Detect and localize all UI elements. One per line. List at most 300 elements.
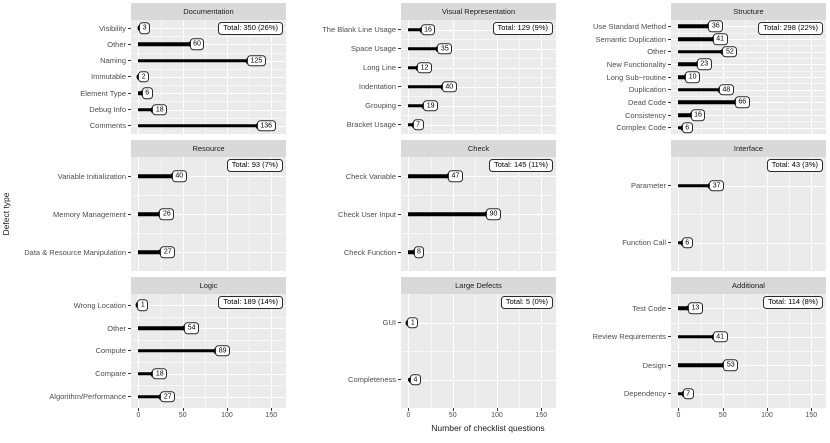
bar-row <box>401 233 556 271</box>
y-axis-title: Defect type <box>1 192 11 236</box>
x-tick-label: 50 <box>718 411 727 419</box>
facet-strip-title: Interface <box>733 144 764 153</box>
category-labels <box>288 20 401 134</box>
value-badge: 54 <box>184 322 199 334</box>
value-badge: 26 <box>159 208 174 220</box>
bar-line <box>138 174 173 178</box>
category-label: Element Type <box>80 88 126 98</box>
gridline-minor-horizontal <box>131 385 286 386</box>
facet-check <box>288 140 556 271</box>
facet-strip <box>671 277 826 294</box>
category-label-row <box>558 294 671 323</box>
facet-total-badge: Total: 5 (0%) <box>501 296 553 309</box>
value-badge: 35 <box>437 43 452 55</box>
category-labels <box>288 294 401 408</box>
x-tick-mark <box>678 408 679 411</box>
bar-row <box>401 77 556 96</box>
facet-strip-title: Logic <box>199 281 218 290</box>
category-label-row <box>558 109 671 122</box>
facet-panel <box>401 294 556 408</box>
bar-row <box>671 109 826 122</box>
bar-row <box>401 39 556 58</box>
facet-total-badge: Total: 350 (26%) <box>218 22 283 35</box>
category-label: Visibility <box>99 23 126 33</box>
value-badge: 18 <box>152 104 167 116</box>
x-tick-label: 50 <box>178 411 187 419</box>
category-label: Complex Code <box>616 123 666 133</box>
value-badge: 18 <box>152 368 167 380</box>
category-labels <box>18 294 131 408</box>
facet-strip <box>401 277 556 294</box>
bar-row <box>401 58 556 77</box>
value-badge: 16 <box>691 109 706 121</box>
bar-line <box>678 101 736 105</box>
facet-strip <box>671 3 826 20</box>
facet-additional <box>558 277 826 421</box>
value-badge: 10 <box>685 71 700 83</box>
category-label-row <box>18 101 131 117</box>
facet-strip-title: Documentation <box>183 7 234 16</box>
facet-strip <box>401 140 556 157</box>
x-tick-label: 100 <box>761 411 773 419</box>
category-label: Function Call <box>622 238 666 247</box>
category-label-row <box>288 195 401 233</box>
category-label: Dead Code <box>628 97 666 107</box>
value-badge: 6 <box>142 88 153 100</box>
facet-grid <box>18 3 826 421</box>
value-badge: 1 <box>137 300 148 312</box>
bar-row <box>671 380 826 409</box>
category-label: Duplication <box>628 85 666 95</box>
category-label: Use Standard Method <box>593 21 666 31</box>
category-label: Bracket Usage <box>346 120 396 129</box>
gridline-major-horizontal <box>401 380 556 381</box>
category-label: The Blank Line Usage <box>322 25 396 34</box>
category-label: Design <box>642 360 666 370</box>
category-label-row <box>558 351 671 380</box>
category-labels <box>558 157 671 271</box>
category-labels <box>18 157 131 271</box>
value-badge: 8 <box>414 246 425 258</box>
gridline-minor-horizontal <box>131 118 286 119</box>
bar-row <box>131 340 286 363</box>
facet-visual-representation <box>288 3 556 134</box>
category-label-row <box>558 20 671 33</box>
category-label-row <box>558 214 671 271</box>
category-label-row <box>18 20 131 36</box>
category-label: Consistency <box>625 110 666 120</box>
facet-large-defects <box>288 277 556 421</box>
category-label: GUI <box>382 318 396 327</box>
category-label-row <box>558 157 671 214</box>
category-label: Review Requirements <box>592 332 666 342</box>
category-label: Other <box>647 47 666 57</box>
category-labels <box>288 157 401 271</box>
bar-line <box>408 174 450 178</box>
bar-row <box>401 115 556 134</box>
bar-rows <box>131 294 286 408</box>
value-badge: 60 <box>190 39 205 51</box>
bar-line <box>138 124 258 128</box>
bar-row <box>131 101 286 117</box>
category-label: Grouping <box>365 101 396 110</box>
category-label-row <box>288 58 401 77</box>
value-badge: 12 <box>417 62 432 74</box>
bar-line <box>138 326 186 330</box>
facet-strip <box>401 3 556 20</box>
category-labels <box>18 20 131 134</box>
facet-logic <box>18 277 286 421</box>
category-label-row <box>288 20 401 39</box>
value-badge: 89 <box>215 345 230 357</box>
category-label-row <box>288 115 401 134</box>
category-label: Data & Resource Manipulation <box>24 247 126 257</box>
value-badge: 66 <box>735 97 750 109</box>
value-badge: 2 <box>138 71 149 83</box>
value-badge: 7 <box>413 119 424 131</box>
category-label-row <box>288 233 401 271</box>
gridline-minor-horizontal <box>401 58 556 59</box>
facet-resource <box>18 140 286 271</box>
category-label-row <box>288 77 401 96</box>
category-label-row <box>18 340 131 363</box>
x-axis <box>401 408 556 421</box>
category-label: Wrong Location <box>73 300 126 310</box>
category-label-row <box>288 39 401 58</box>
gridline-minor-horizontal <box>401 233 556 234</box>
category-label-row <box>288 294 401 351</box>
category-label: Dependency <box>623 389 666 399</box>
bar-rows <box>131 157 286 271</box>
bar-line <box>138 43 191 47</box>
bar-rows <box>671 294 826 408</box>
category-label: Variable Initialization <box>57 171 126 181</box>
bar-row <box>671 58 826 71</box>
category-label-row <box>558 71 671 84</box>
category-label-row <box>288 157 401 195</box>
gridline-minor-horizontal <box>131 36 286 37</box>
category-label-row <box>18 157 131 195</box>
gridline-minor-horizontal <box>401 195 556 196</box>
gridline-major-horizontal <box>131 77 286 78</box>
x-tick-label: 0 <box>136 411 141 419</box>
facet-strip-title: Resource <box>192 144 225 153</box>
x-tick-label: 150 <box>265 411 278 419</box>
value-badge: 41 <box>713 33 728 45</box>
category-label-row <box>18 85 131 101</box>
gridline-minor-horizontal <box>131 317 286 318</box>
facet-panel <box>401 157 556 271</box>
bar-row <box>671 96 826 109</box>
category-label: Test Code <box>632 303 666 313</box>
bar-row <box>131 36 286 52</box>
value-badge: 52 <box>722 46 737 58</box>
value-badge: 47 <box>448 170 463 182</box>
gridline-minor-horizontal <box>131 362 286 363</box>
category-label-row <box>18 118 131 134</box>
bar-rows <box>671 20 826 134</box>
category-label: Algorithm/Performance <box>49 392 126 402</box>
value-badge: 40 <box>442 81 457 93</box>
bar-line <box>678 184 711 188</box>
bar-line <box>138 349 217 353</box>
value-badge: 48 <box>719 84 734 96</box>
category-label: Debug Info <box>89 105 126 115</box>
value-badge: 37 <box>709 180 724 192</box>
value-badge: 53 <box>723 360 738 372</box>
category-label-row <box>18 195 131 233</box>
facet-total-badge: Total: 189 (14%) <box>218 296 283 309</box>
category-label: Comments <box>89 121 126 131</box>
bar-row <box>671 323 826 352</box>
bar-row <box>131 53 286 69</box>
category-label-row <box>18 385 131 408</box>
bar-line <box>678 335 714 339</box>
gridline-minor-horizontal <box>671 351 826 352</box>
facet-strip-title: Structure <box>733 7 764 16</box>
bar-row <box>131 233 286 271</box>
category-label: Compare <box>95 369 126 379</box>
value-badge: 125 <box>247 55 266 67</box>
gridline-minor-horizontal <box>671 380 826 381</box>
value-badge: 6 <box>682 122 693 134</box>
x-tick-mark <box>541 408 542 411</box>
bar-rows <box>401 20 556 134</box>
bar-row <box>401 195 556 233</box>
gridline-minor-horizontal <box>401 96 556 97</box>
bar-line <box>408 212 488 216</box>
x-tick-mark <box>227 408 228 411</box>
category-label: Semantic Duplication <box>595 34 666 44</box>
category-label-row <box>18 294 131 317</box>
gridline-minor-horizontal <box>131 85 286 86</box>
x-tick-label: 150 <box>535 411 548 419</box>
x-tick-label: 100 <box>491 411 503 419</box>
x-tick-mark <box>723 408 724 411</box>
bar-row <box>131 85 286 101</box>
value-badge: 36 <box>708 21 723 33</box>
category-label-row <box>558 58 671 71</box>
gridline-minor-horizontal <box>671 45 826 46</box>
category-label: Indentation <box>358 82 396 91</box>
bar-rows <box>401 157 556 271</box>
x-tick-label: 0 <box>676 411 681 419</box>
bar-row <box>671 121 826 134</box>
gridline-minor-horizontal <box>401 39 556 40</box>
facet-total-badge: Total: 93 (7%) <box>227 159 283 172</box>
facet-structure <box>558 3 826 134</box>
facet-total-badge: Total: 145 (11%) <box>489 159 553 172</box>
x-axis <box>671 408 826 421</box>
value-badge: 19 <box>423 100 438 112</box>
bar-rows <box>131 20 286 134</box>
bar-row <box>401 351 556 408</box>
category-label: New Functionality <box>606 59 666 69</box>
bar-row <box>671 33 826 46</box>
gridline-minor-horizontal <box>671 83 826 84</box>
category-label-row <box>558 83 671 96</box>
category-label: Other <box>107 39 126 49</box>
value-badge: 41 <box>713 331 728 343</box>
facet-total-badge: Total: 43 (3%) <box>767 159 823 172</box>
bar-line <box>678 25 710 29</box>
gridline-minor-horizontal <box>671 58 826 59</box>
category-label-row <box>18 53 131 69</box>
gridline-minor-horizontal <box>131 340 286 341</box>
facet-panel <box>131 157 286 271</box>
gridline-major-horizontal <box>401 323 556 324</box>
value-badge: 7 <box>683 388 694 400</box>
x-tick-mark <box>767 408 768 411</box>
category-label-row <box>18 69 131 85</box>
category-label-row <box>558 33 671 46</box>
category-label-row <box>18 36 131 52</box>
category-label: Long Line <box>363 63 396 72</box>
category-label: Check Variable <box>345 171 396 181</box>
value-badge: 1 <box>407 317 418 329</box>
category-label: Memory Management <box>53 209 126 219</box>
facet-total-badge: Total: 114 (8%) <box>763 296 823 309</box>
category-label: Compute <box>95 346 126 356</box>
category-label: Check User Input <box>338 209 396 219</box>
facet-strip-title: Check <box>467 144 490 153</box>
value-badge: 4 <box>410 374 421 386</box>
x-tick-label: 0 <box>406 411 411 419</box>
bar-line <box>408 85 443 89</box>
x-tick-mark <box>497 408 498 411</box>
gridline-minor-horizontal <box>131 69 286 70</box>
x-tick-mark <box>271 408 272 411</box>
facet-strip-title: Large Defects <box>455 281 502 290</box>
value-badge: 3 <box>139 22 150 34</box>
category-label-row <box>18 233 131 271</box>
facet-panel <box>671 294 826 408</box>
bar-rows <box>671 157 826 271</box>
bar-line <box>678 364 725 368</box>
facet-strip <box>131 277 286 294</box>
bar-row <box>671 214 826 271</box>
facet-documentation <box>18 3 286 134</box>
bar-row <box>131 317 286 340</box>
category-label-row <box>288 96 401 115</box>
gridline-major-horizontal <box>671 243 826 244</box>
facet-panel <box>131 294 286 408</box>
bar-row <box>131 362 286 385</box>
facet-strip <box>131 140 286 157</box>
bar-line <box>138 59 249 63</box>
bar-rows <box>401 294 556 408</box>
bar-row <box>671 83 826 96</box>
facet-total-badge: Total: 298 (22%) <box>758 22 823 35</box>
category-label: Naming <box>100 56 126 66</box>
category-label-row <box>558 323 671 352</box>
bar-row <box>131 69 286 85</box>
category-labels <box>558 294 671 408</box>
bar-line <box>678 50 724 54</box>
category-label-row <box>18 362 131 385</box>
gridline-minor-horizontal <box>131 233 286 234</box>
bar-line <box>678 88 721 92</box>
category-label-row <box>558 45 671 58</box>
x-tick-label: 50 <box>448 411 457 419</box>
value-badge: 16 <box>421 24 436 36</box>
category-label-row <box>558 121 671 134</box>
x-tick-mark <box>138 408 139 411</box>
x-axis <box>131 408 286 421</box>
value-badge: 90 <box>486 208 501 220</box>
gridline-major-horizontal <box>671 128 826 129</box>
facet-strip-title: Visual Representation <box>441 7 516 16</box>
x-tick-mark <box>453 408 454 411</box>
category-label: Long Sub−routine <box>606 72 666 82</box>
bar-row <box>131 118 286 134</box>
gridline-minor-horizontal <box>131 195 286 196</box>
facet-panel <box>401 20 556 134</box>
gridline-minor-horizontal <box>671 214 826 215</box>
bar-row <box>671 71 826 84</box>
category-label-row <box>558 380 671 409</box>
value-badge: 13 <box>688 303 703 315</box>
x-tick-label: 100 <box>221 411 233 419</box>
facet-panel <box>131 20 286 134</box>
gridline-minor-horizontal <box>671 121 826 122</box>
gridline-minor-horizontal <box>131 53 286 54</box>
value-badge: 40 <box>172 170 187 182</box>
x-tick-label: 150 <box>805 411 818 419</box>
category-label: Space Usage <box>350 44 396 53</box>
category-label: Immutable <box>90 72 126 82</box>
category-label: Completeness <box>348 375 396 384</box>
gridline-minor-horizontal <box>401 115 556 116</box>
bar-row <box>671 45 826 58</box>
bar-line <box>408 47 439 51</box>
x-tick-mark <box>183 408 184 411</box>
gridline-minor-horizontal <box>131 101 286 102</box>
category-label: Parameter <box>630 181 666 190</box>
gridline-minor-horizontal <box>401 77 556 78</box>
category-label: Check Function <box>343 247 396 257</box>
bar-row <box>401 96 556 115</box>
value-badge: 23 <box>697 59 712 71</box>
bar-row <box>131 385 286 408</box>
x-tick-mark <box>408 408 409 411</box>
gridline-major-horizontal <box>671 394 826 395</box>
gridline-minor-horizontal <box>401 351 556 352</box>
category-label-row <box>288 351 401 408</box>
bar-line <box>678 37 714 41</box>
value-badge: 136 <box>257 120 276 132</box>
facet-total-badge: Total: 129 (9%) <box>493 22 553 35</box>
category-label-row <box>18 317 131 340</box>
gridline-major-horizontal <box>401 125 556 126</box>
value-badge: 6 <box>682 237 693 249</box>
category-labels <box>558 20 671 134</box>
value-badge: 27 <box>160 246 175 258</box>
facet-panel <box>671 20 826 134</box>
x-axis-title: Number of checklist questions <box>431 423 545 433</box>
value-badge: 27 <box>160 391 175 403</box>
bar-row <box>671 351 826 380</box>
facet-strip <box>131 3 286 20</box>
category-label: Other <box>107 323 126 333</box>
gridline-minor-horizontal <box>671 323 826 324</box>
gridline-major-horizontal <box>131 93 286 94</box>
category-label-row <box>558 96 671 109</box>
bar-row <box>131 195 286 233</box>
facet-strip-title: Additional <box>732 281 765 290</box>
facet-interface <box>558 140 826 271</box>
facet-panel <box>671 157 826 271</box>
